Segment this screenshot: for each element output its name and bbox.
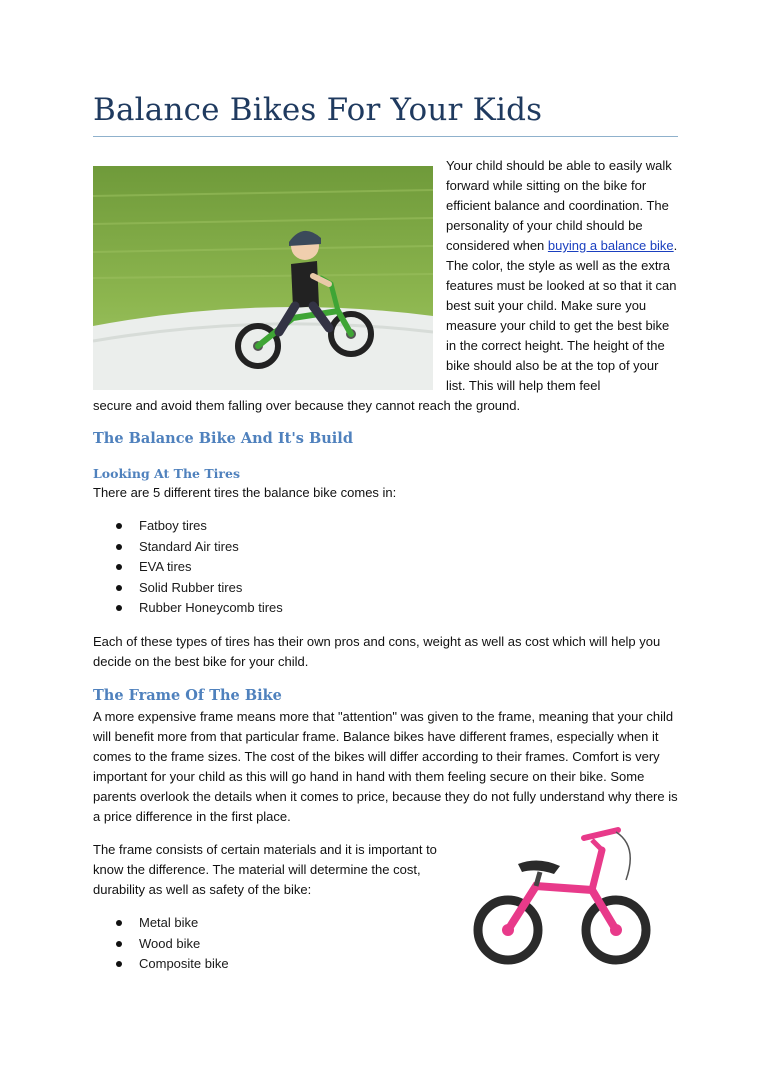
intro-text-start: Your child should be able to easily walk forward while sitting on the bike for efficient balance and coordination. The personality of your child should be considered when [446,158,672,253]
list-item: Rubber Honeycomb tires [93,598,283,619]
materials-list [93,913,229,975]
tires-list [93,516,283,619]
intro-paragraph [446,156,680,396]
intro-paragraph-tail: secure and avoid them falling over because they cannot reach the ground. [93,398,521,413]
tires-closing: Each of these types of tires has their own pros and cons, weight as well as cost which will help you decide on the best bike for your child. [93,634,661,669]
list-item: Fatboy tires [93,516,283,537]
section-heading-frame: The Frame Of The Bike [93,687,282,704]
list-item: Wood bike [93,934,229,955]
buying-balance-bike-link[interactable]: buying a balance bike [547,238,674,253]
list-item: Metal bike [93,913,229,934]
intro-text-end: . The color, the style as well as the extra features must be looked at so that it can best suit your child. Make sure you measure your child to get the best bike in the correct height. The height of the bike should also be at the top of your list. This will help them feel [446,238,678,393]
subheading-tires: Looking At The Tires [93,466,240,481]
section-heading-build: The Balance Bike And It's Build [93,430,353,447]
frame-materials-paragraph: The frame consists of certain materials and it is important to know the difference. The material will determine the cost, durability as well as safety of the bike: [93,842,437,897]
title-divider [93,136,678,137]
pink-balance-bike-image [466,820,666,980]
boy-on-green-bike-photo [93,166,433,390]
list-item: Composite bike [93,954,229,975]
tires-intro: There are 5 different tires the balance bike comes in: [93,485,397,500]
list-item: Standard Air tires [93,537,283,558]
frame-paragraph: A more expensive frame means more that "attention" was given to the frame, meaning that your child will benefit more from that particular frame. Balance bikes have different frames, especially when it comes to the frame sizes. The cost of the bikes will differ according to their frames. Comfort is very important for your child as this will go hand in hand with them feeling secure on their bike. Some parents overlook the details when it comes to price, because they do not fully understand why there is a price difference in the first place. [93,709,678,824]
list-item: Solid Rubber tires [93,578,283,599]
page-title: Balance Bikes For Your Kids [93,92,543,128]
list-item: EVA tires [93,557,283,578]
